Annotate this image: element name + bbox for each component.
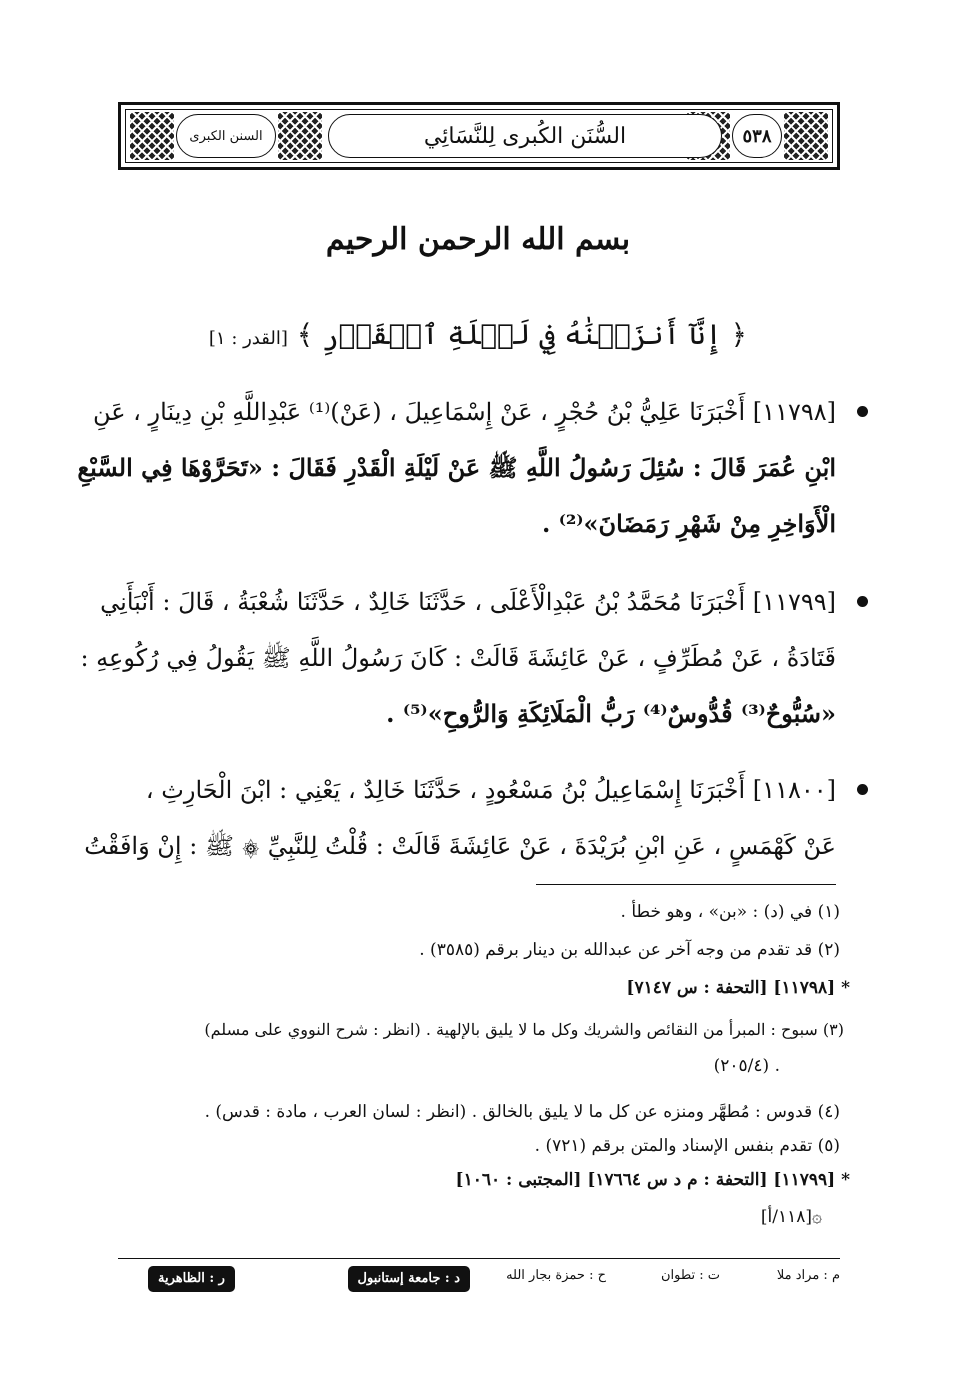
manuscript-folio-marker: ۞[١١٨/أ] <box>760 1207 822 1227</box>
footnote: (٥) تقدم بنفس الإسناد والمتن برقم (٧٢١) . <box>534 1136 840 1156</box>
footer-separator <box>118 1258 840 1259</box>
footnote: . (٢٠٥/٤) <box>713 1056 780 1076</box>
siglum-m: م : مراد ملا <box>776 1268 840 1283</box>
bullet-icon <box>857 406 868 417</box>
footnote: (١) في (د) : «بن» ، وهو خطأ . <box>620 902 840 922</box>
footnote-separator <box>536 884 836 885</box>
hadith-entry <box>80 574 836 742</box>
tuhfa-reference: * [١١٧٩٩] [التحفة : م د س ١٧٦٦٤] [المجتبى : ١٠٦٠] <box>455 1170 850 1190</box>
book-logo <box>176 114 276 158</box>
siglum-d-badge: د : جامعة إستانبول <box>348 1266 470 1292</box>
footnote: (٣) سبوح : المبرأ من النقائص والشريك وكل ما لا يليق بالإلهية . (انظر : شرح النووي على مسلم) <box>204 1020 844 1039</box>
tuhfa-reference: * [١١٧٩٨] [التحفة : س ٧١٤٧] <box>626 978 850 998</box>
hadith-line: الْأَوَاخِرِ مِنْ شَهْرِ رَمَضَانَ»⁽²⁾ . <box>541 509 836 538</box>
siglum-h: ح : حمزة بجار الله <box>506 1268 606 1283</box>
siglum-t: ت : تطوان <box>660 1268 720 1283</box>
bullet-icon <box>857 596 868 607</box>
verse-reference: [القدر : ١] <box>208 328 288 349</box>
hadith-entry <box>77 384 836 552</box>
quran-verse <box>0 318 956 351</box>
hadith-line: قَتَادَةُ ، عَنْ مُطَرِّفٍ ، عَنْ عَائِشَةَ قَالَتْ : كَانَ رَسُولُ اللَّهِ ﷺ يَقُولُ فِي رُكُوعِهِ : <box>80 644 836 672</box>
page-number: ٥٣٨ <box>742 125 772 147</box>
ornament-icon <box>784 112 828 160</box>
hadith-line: [١١٨٠٠] أَخْبَرَنَا إِسْمَاعِيلُ بْنُ مَسْعُودٍ ، حَدَّثَنَا خَالِدٌ ، يَعْنِي : ابْنَ الْحَارِثِ ، <box>145 776 836 804</box>
ornament-icon <box>130 112 174 160</box>
basmala: بسم الله الرحمن الرحيم <box>325 222 631 257</box>
page-number-cartouche <box>732 114 782 158</box>
siglum-r-badge: ر : الظاهرية <box>148 1266 235 1292</box>
footnote: (٤) قدوس : مُطهَّر ومنزه عن كل ما لا يليق بالخالق . (انظر : لسان العرب ، مادة : قدس) . <box>204 1102 840 1122</box>
hadith-line: «سُبُّوحٌ⁽³⁾ قُدُّوسٌ⁽⁴⁾ رَبُّ الْمَلَائِكَةِ وَالرُّوحِ»⁽⁵⁾ . <box>386 699 836 728</box>
hadith-line: ابْنِ عُمَرَ قَالَ : سُئِلَ رَسُولُ اللَّهِ ﷺ عَنْ لَيْلَةِ الْقَدْرِ فَقَالَ : «تَحَرَّوْهَا فِي السَّبْعِ <box>77 453 836 482</box>
verse-text: ﴿ إِنَّآ أَنزَلۡنَٰهُ فِي لَيۡلَةِ ٱلۡقَدۡرِ ﴾ <box>296 318 748 351</box>
book-title: السُّنَن الكُبرى لِلنَّسَائِي <box>423 123 627 149</box>
hadith-entry <box>84 762 836 874</box>
running-header <box>118 102 840 170</box>
book-title-cartouche <box>328 114 722 158</box>
hadith-line: عَنْ كَهْمَسٍ ، عَنِ ابْنِ بُرَيْدَةَ ، عَنْ عَائِشَةَ قَالَتْ : قُلْتُ لِلنَّبِيِّ ۞ ﷺ : إِنْ وَافَقْتُ <box>84 832 836 860</box>
manuscript-sigla-footer <box>118 1266 840 1296</box>
footnote: (٢) قد تقدم من وجه آخر عن عبدالله بن دينار برقم (٣٥٨٥) . <box>419 940 840 960</box>
ornament-icon <box>278 112 322 160</box>
hadith-line: [١١٧٩٩] أَخْبَرَنَا مُحَمَّدُ بْنُ عَبْدِالْأَعْلَى ، حَدَّثَنَا خَالِدٌ ، حَدَّثَنَا شُعْبَةُ ، قَالَ : أَنْبَأَنِي <box>100 588 836 616</box>
bullet-icon <box>857 784 868 795</box>
book-logo-text: السنن الكبرى <box>189 128 263 144</box>
hadith-line: [١١٧٩٨] أَخْبَرَنَا عَلِيُّ بْنُ حُجْرٍ ، عَنْ إِسْمَاعِيلَ ، (عَنْ)⁽¹⁾ عَبْدِاللَّهِ بْنِ دِينَارٍ ، عَنِ <box>92 398 836 426</box>
